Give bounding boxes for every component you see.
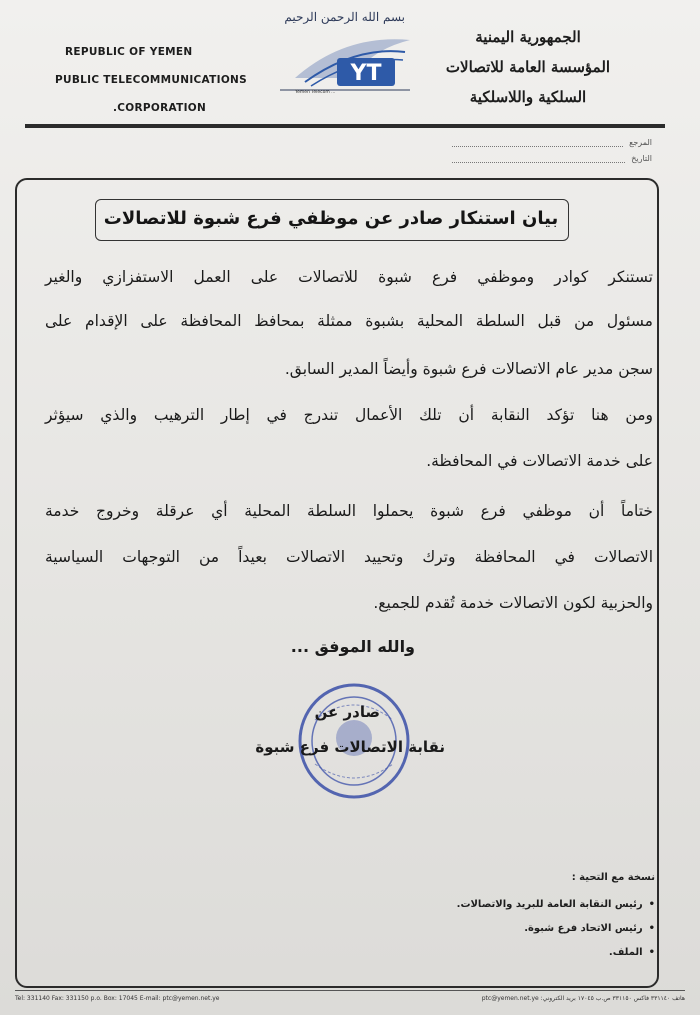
paragraph-line: الاتصالات في المحافظة وترك وتحييد الاتصالات بعيداً من التوجهات السياسية (45, 548, 653, 566)
copy-to-title: نسخة مع التحية : (571, 872, 655, 883)
header-arabic (428, 22, 628, 112)
header-english-line: REPUBLIC OF YEMEN (65, 46, 193, 58)
copy-to-list (395, 872, 655, 965)
header-divider (25, 124, 665, 128)
paragraph-3 (45, 502, 653, 622)
paragraph-2 (45, 406, 653, 486)
header-english-line: PUBLIC TELECOMMUNICATIONS (55, 74, 247, 86)
signature-issuer: صادر عن (314, 703, 380, 721)
statement-title: بيان استنكار صادر عن موظفي فرع شبوة للاتصالات (103, 208, 559, 229)
header-english (55, 38, 260, 122)
ytc-logo (275, 8, 415, 108)
letter-footer (15, 993, 685, 1007)
closing-line: والله الموفق ... (290, 637, 415, 656)
copy-to-item: • رئيس الاتحاد فرع شبوة. (395, 917, 655, 941)
paragraph-line: سجن مدير عام الاتصالات فرع شبوة وأيضاً المدير السابق. (284, 360, 653, 378)
logo-caption: Yemen Telecom ... (295, 90, 336, 95)
footer-arabic: هاتف ٣٣١١٤٠ فاكس ٣٣١١٥٠ ص.ب ١٧٠٤٥ بريد الكتروني: ptc@yemen.net.ye (481, 995, 685, 1002)
paragraph-1 (45, 268, 653, 388)
signature-union: نقابة الاتصالات فرع شبوة (255, 738, 445, 756)
header-arabic-line: المؤسسة العامة للاتصالات (445, 58, 611, 76)
date-label: التاريخ (631, 154, 652, 163)
header-english-line: .CORPORATION (113, 102, 207, 114)
header-arabic-line: السلكية واللاسلكية (469, 88, 587, 106)
reference-label: المرجع (629, 138, 652, 147)
logo-text: YT (350, 61, 382, 86)
paragraph-line: والحزبية لكون الاتصالات خدمة تُقدم للجميع. (373, 594, 653, 612)
logo-emblem (275, 26, 415, 92)
paragraph-line: على خدمة الاتصالات في المحافظة. (426, 452, 653, 470)
basmala: بسم الله الرحمن الرحيم (284, 10, 405, 24)
copy-to-item: • رئيس النقابة العامة للبريد والاتصالات. (395, 893, 655, 917)
footer-divider (15, 990, 685, 991)
paragraph-line: تستنكر كوادر وموظفي فرع شبوة للاتصالات على العمل الاستفزازي والغير (45, 268, 653, 286)
copy-to-item: • الملف. (395, 941, 655, 965)
date-dots (452, 154, 625, 163)
reference-dots (452, 138, 623, 147)
paragraph-line: مسئول من قبل السلطة المحلية بشبوة ممثلة بمحافظ المحافظة على الإقدام على (45, 312, 653, 330)
paragraph-line: ختاماً أن موظفي فرع شبوة يحملوا السلطة المحلية أي عرقلة وخروج خدمة (45, 502, 653, 520)
paragraph-line: ومن هنا تؤكد النقابة أن تلك الأعمال تندرج في إطار الترهيب والذي سيؤثر (45, 406, 653, 424)
date-field (452, 154, 652, 163)
header-arabic-line: الجمهورية اليمنية (475, 28, 581, 46)
reference-field (452, 138, 652, 147)
footer-english: Tel: 331140 Fax: 331150 p.o. Box: 17045 E-mail: ptc@yemen.net.ye (15, 995, 220, 1002)
